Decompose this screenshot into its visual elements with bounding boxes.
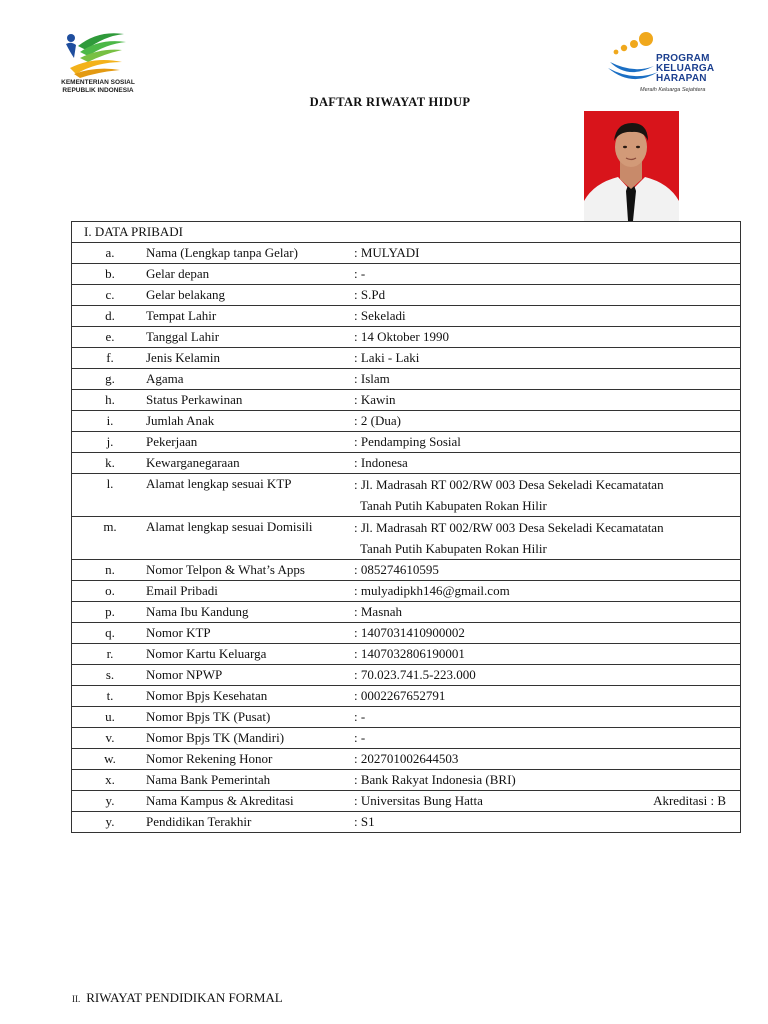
row-value-text: : S.Pd — [354, 287, 386, 302]
row-letter: u. — [72, 707, 141, 728]
table-row — [72, 749, 741, 770]
row-letter: b. — [72, 264, 141, 285]
row-label: Pendidikan Terakhir — [140, 812, 352, 833]
row-letter: y. — [72, 812, 141, 833]
row-letter: x. — [72, 770, 141, 791]
section-heading-row — [72, 222, 741, 243]
row-label: Nomor Kartu Keluarga — [140, 644, 352, 665]
row-label: Alamat lengkap sesuai KTP — [140, 474, 352, 517]
row-label: Nama Kampus & Akreditasi — [140, 791, 352, 812]
row-value-text: : S1 — [354, 814, 375, 829]
row-label: Nomor Rekening Honor — [140, 749, 352, 770]
table-row — [72, 306, 741, 327]
row-value — [352, 791, 741, 812]
row-letter: t. — [72, 686, 141, 707]
table-row — [72, 686, 741, 707]
document-title: DAFTAR RIWAYAT HIDUP — [309, 95, 471, 109]
row-label: Nama Ibu Kandung — [140, 602, 352, 623]
row-value-text: : Universitas Bung Hatta — [354, 793, 483, 808]
row-value-text: : Islam — [354, 371, 390, 386]
row-letter: s. — [72, 665, 141, 686]
table-row — [72, 243, 741, 264]
pkh-line-2: KELUARGA — [656, 63, 715, 74]
row-value — [352, 369, 741, 390]
row-value-text: : 70.023.741.5-223.000 — [354, 667, 476, 682]
row-value-text: : - — [354, 266, 366, 281]
section-2-heading — [72, 990, 283, 1006]
section-heading: I. DATA PRIBADI — [72, 222, 741, 243]
row-letter: g. — [72, 369, 141, 390]
row-value — [352, 623, 741, 644]
row-letter: d. — [72, 306, 141, 327]
row-label: Email Pribadi — [140, 581, 352, 602]
table-row — [72, 285, 741, 306]
table-row — [72, 348, 741, 369]
row-label: Tempat Lahir — [140, 306, 352, 327]
row-letter: j. — [72, 432, 141, 453]
row-label: Nama Bank Pemerintah — [140, 770, 352, 791]
table-row — [72, 581, 741, 602]
row-value-text: : Laki - Laki — [354, 350, 420, 365]
row-value-line-2: Tanah Putih Kabupaten Rokan Hilir — [360, 498, 547, 513]
logo-caption-line-1: KEMENTERIAN SOSIAL — [61, 79, 135, 86]
row-value — [352, 264, 741, 285]
row-label: Gelar depan — [140, 264, 352, 285]
row-value-text: : Kawin — [354, 392, 396, 407]
row-letter: w. — [72, 749, 141, 770]
row-letter: f. — [72, 348, 141, 369]
row-value-text: : MULYADI — [354, 245, 420, 260]
table-row — [72, 453, 741, 474]
row-letter: q. — [72, 623, 141, 644]
kemensos-logo — [44, 28, 154, 98]
row-value-line-1: : Jl. Madrasah RT 002/RW 003 Desa Sekeladi Kecamatatan — [354, 477, 664, 492]
profile-photo — [584, 111, 679, 221]
accreditation-value: Akreditasi : B — [653, 793, 726, 808]
row-value — [352, 812, 741, 833]
row-value — [352, 644, 741, 665]
row-value — [352, 285, 741, 306]
row-value-text: : Sekeladi — [354, 308, 406, 323]
row-value — [352, 707, 741, 728]
logo-caption-line-2: REPUBLIK INDONESIA — [62, 87, 134, 94]
row-value — [352, 665, 741, 686]
row-value-text: : Indonesa — [354, 455, 408, 470]
row-label: Nomor Bpjs TK (Mandiri) — [140, 728, 352, 749]
row-label: Nomor Bpjs TK (Pusat) — [140, 707, 352, 728]
row-label: Nama (Lengkap tanpa Gelar) — [140, 243, 352, 264]
table-row — [72, 327, 741, 348]
table-row — [72, 264, 741, 285]
row-value-line-2: Tanah Putih Kabupaten Rokan Hilir — [360, 541, 547, 556]
row-value — [352, 432, 741, 453]
row-value-text: : mulyadipkh146@gmail.com — [354, 583, 510, 598]
row-value-text: : 1407031410900002 — [354, 625, 465, 640]
table-row — [72, 474, 741, 517]
row-letter: m. — [72, 517, 141, 560]
row-value — [352, 517, 741, 560]
table-row — [72, 770, 741, 791]
row-value-text: : 202701002644503 — [354, 751, 459, 766]
pkh-line-1: PROGRAM — [656, 53, 710, 64]
row-label: Nomor KTP — [140, 623, 352, 644]
row-value — [352, 749, 741, 770]
row-label: Jumlah Anak — [140, 411, 352, 432]
row-letter: k. — [72, 453, 141, 474]
row-letter: h. — [72, 390, 141, 411]
row-value-text: : Masnah — [354, 604, 403, 619]
row-value — [352, 453, 741, 474]
row-letter: y. — [72, 791, 141, 812]
table-row — [72, 560, 741, 581]
row-label: Nomor Telpon & What’s Apps — [140, 560, 352, 581]
row-value — [352, 728, 741, 749]
table-row — [72, 369, 741, 390]
row-value-text: : Bank Rakyat Indonesia (BRI) — [354, 772, 516, 787]
row-value — [352, 686, 741, 707]
row-value-text: : - — [354, 709, 366, 724]
row-letter: i. — [72, 411, 141, 432]
table-row — [72, 728, 741, 749]
row-value — [352, 390, 741, 411]
row-value-text: : 085274610595 — [354, 562, 439, 577]
row-label: Tanggal Lahir — [140, 327, 352, 348]
row-letter: l. — [72, 474, 141, 517]
row-value — [352, 560, 741, 581]
row-value — [352, 581, 741, 602]
row-label: Kewarganegaraan — [140, 453, 352, 474]
row-value — [352, 243, 741, 264]
row-letter: c. — [72, 285, 141, 306]
row-value — [352, 348, 741, 369]
row-value — [352, 411, 741, 432]
row-label: Gelar belakang — [140, 285, 352, 306]
table-row — [72, 644, 741, 665]
row-value — [352, 602, 741, 623]
row-label: Nomor NPWP — [140, 665, 352, 686]
row-label: Pekerjaan — [140, 432, 352, 453]
row-letter: n. — [72, 560, 141, 581]
table-row — [72, 602, 741, 623]
row-value-line-1: : Jl. Madrasah RT 002/RW 003 Desa Sekeladi Kecamatatan — [354, 520, 664, 535]
table-row — [72, 411, 741, 432]
row-label: Jenis Kelamin — [140, 348, 352, 369]
row-label: Status Perkawinan — [140, 390, 352, 411]
row-letter: v. — [72, 728, 141, 749]
row-value-text: : 0002267652791 — [354, 688, 446, 703]
row-letter: p. — [72, 602, 141, 623]
table-row — [72, 791, 741, 812]
table-row — [72, 707, 741, 728]
row-letter: r. — [72, 644, 141, 665]
row-value-text: : 2 (Dua) — [354, 413, 401, 428]
row-value — [352, 770, 741, 791]
row-letter: e. — [72, 327, 141, 348]
personal-data-table — [71, 221, 741, 833]
pkh-tagline: Meraih Keluarga Sejahtera — [640, 87, 706, 93]
row-value-text: : - — [354, 730, 366, 745]
row-label: Nomor Bpjs Kesehatan — [140, 686, 352, 707]
row-value-text: : Pendamping Sosial — [354, 434, 461, 449]
section-2-number: II. — [72, 994, 81, 1004]
table-row — [72, 665, 741, 686]
pkh-line-3: HARAPAN — [656, 73, 707, 84]
kemensos-emblem-icon — [60, 28, 130, 78]
table-row — [72, 623, 741, 644]
row-letter: a. — [72, 243, 141, 264]
row-label: Alamat lengkap sesuai Domisili — [140, 517, 352, 560]
section-2-title: RIWAYAT PENDIDIKAN FORMAL — [86, 990, 283, 1005]
row-value-text: : 1407032806190001 — [354, 646, 465, 661]
table-row — [72, 432, 741, 453]
row-letter: o. — [72, 581, 141, 602]
row-value-text: : 14 Oktober 1990 — [354, 329, 449, 344]
table-row — [72, 812, 741, 833]
row-label: Agama — [140, 369, 352, 390]
row-value — [352, 306, 741, 327]
table-row — [72, 517, 741, 560]
row-value — [352, 327, 741, 348]
pkh-logo — [608, 30, 716, 94]
table-row — [72, 390, 741, 411]
row-value — [352, 474, 741, 517]
